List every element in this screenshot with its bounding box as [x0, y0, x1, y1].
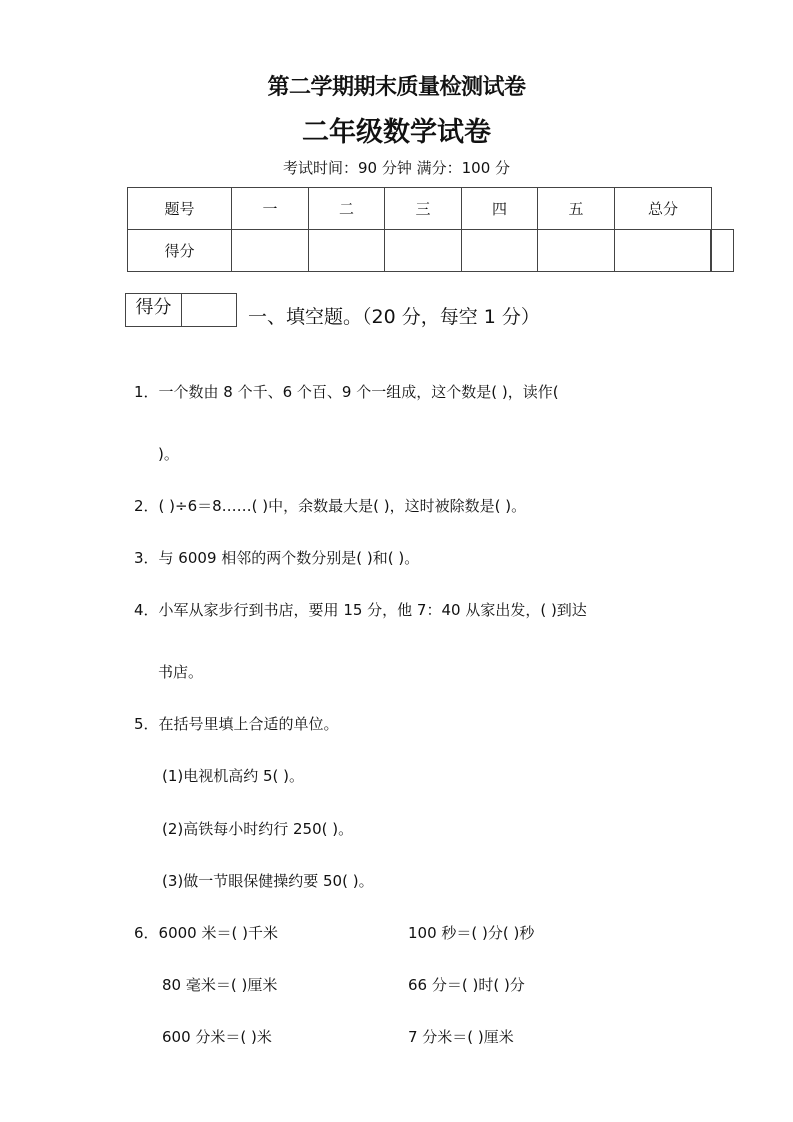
question-5: 5．在括号里填上合适的单位。 [134, 715, 339, 733]
score-cell[interactable] [538, 230, 615, 272]
question-6-b: 100 秒＝( )分( )秒 [408, 924, 535, 942]
question-5-2: (2)高铁每小时约行 250( )。 [162, 820, 354, 838]
question-5-1: (1)电视机高约 5( )。 [162, 767, 305, 785]
exam-subtitle: 二年级数学试卷 [302, 117, 491, 148]
score-cell[interactable] [232, 230, 309, 272]
score-header-cell: 总分 [615, 188, 712, 230]
score-cell[interactable] [462, 230, 538, 272]
question-1-line-2: )。 [158, 445, 179, 463]
question-6-e: 600 分米＝( )米 [162, 1028, 272, 1046]
score-header-cell: 五 [538, 188, 615, 230]
question-6-c: 80 毫米＝( )厘米 [162, 976, 278, 994]
question-6-d: 66 分＝( )时( )分 [408, 976, 525, 994]
score-cell[interactable] [615, 230, 712, 272]
score-table-score-row [128, 230, 712, 272]
exam-meta: 考试时间：90 分钟 满分：100 分 [282, 159, 511, 177]
score-table [127, 187, 712, 272]
score-header-cell: 二 [309, 188, 385, 230]
question-1-line-1: 1．一个数由 8 个千、6 个百、9 个一组成，这个数是( )，读作( [134, 383, 559, 401]
exam-title: 第二学期期末质量检测试卷 [267, 75, 526, 100]
question-4-line-1: 4．小军从家步行到书店，要用 15 分，他 7：40 从家出发，( )到达 [134, 601, 587, 619]
score-header-cell: 四 [462, 188, 538, 230]
score-table-header-row [128, 188, 712, 230]
score-row-label: 得分 [128, 230, 232, 272]
section-score-label: 得分 [126, 294, 182, 326]
score-table-extra-cell [710, 229, 734, 272]
score-header-cell: 三 [385, 188, 462, 230]
question-3: 3．与 6009 相邻的两个数分别是( )和( )。 [134, 549, 420, 567]
question-4-line-2: 书店。 [158, 663, 204, 681]
score-header-cell: 一 [232, 188, 309, 230]
score-cell[interactable] [309, 230, 385, 272]
section-score-input[interactable] [182, 294, 236, 326]
question-5-3: (3)做一节眼保健操约要 50( )。 [162, 872, 374, 890]
question-6-a: 6．6000 米＝( )千米 [134, 924, 278, 942]
question-6-f: 7 分米＝( )厘米 [408, 1028, 514, 1046]
section-score-box [125, 293, 237, 327]
score-header-cell: 题号 [128, 188, 232, 230]
score-cell[interactable] [385, 230, 462, 272]
question-2: 2．( )÷6＝8……( )中，余数最大是( )，这时被除数是( )。 [134, 497, 527, 515]
section-heading: 一、填空题。（20 分，每空 1 分） [248, 306, 540, 328]
